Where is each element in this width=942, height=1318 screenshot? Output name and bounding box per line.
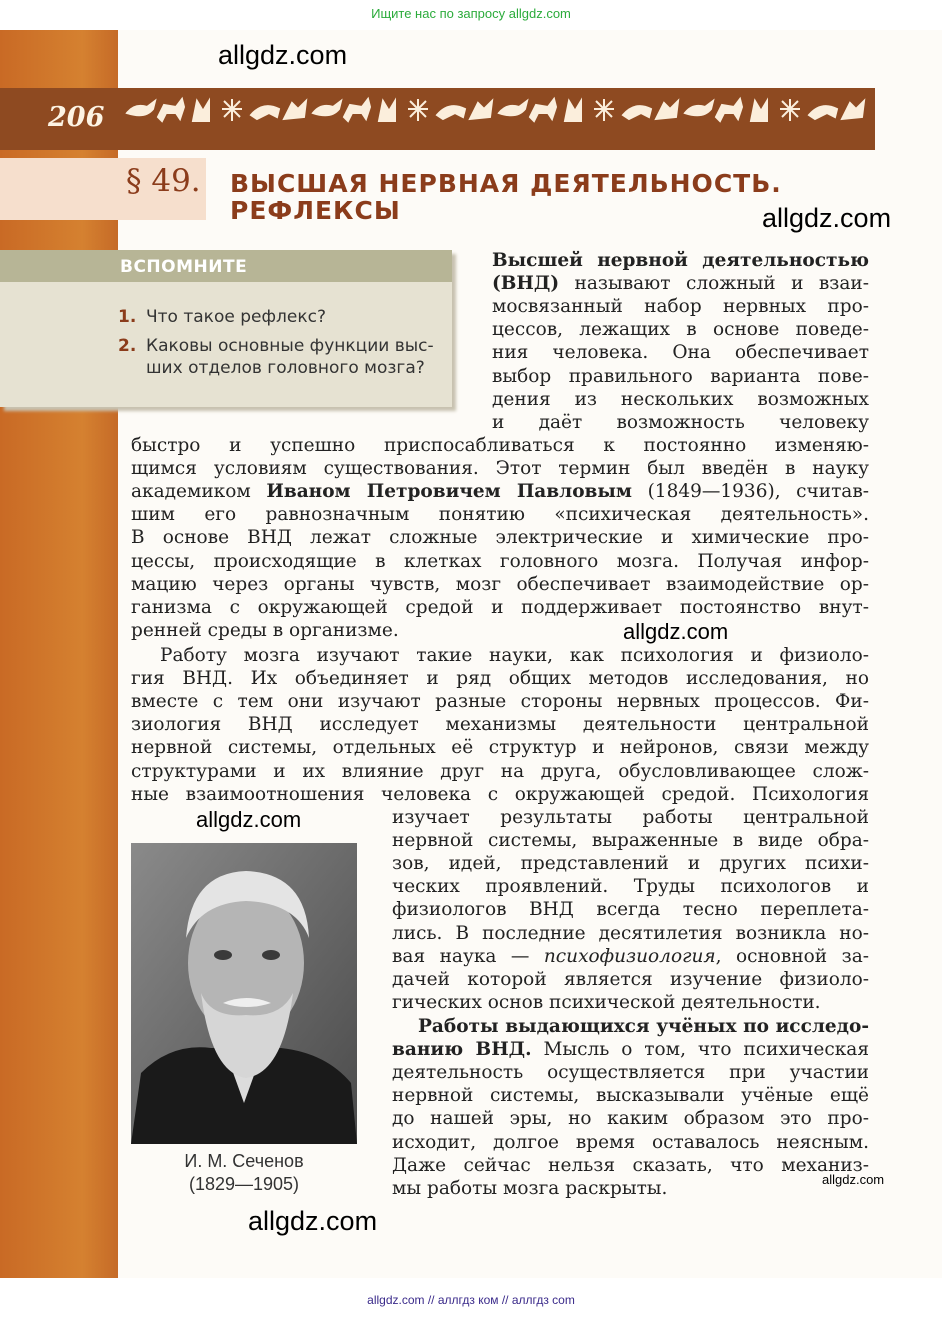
animal-silhouette-icon (499, 101, 527, 115)
text-line (492, 295, 869, 318)
text-line (392, 852, 869, 875)
question-text: Каковы основные функции выс- (146, 336, 434, 356)
text-line (392, 1107, 869, 1130)
animal-silhouette-icon (530, 99, 556, 121)
text-line (131, 760, 869, 783)
italic-term: психофизиология (543, 945, 716, 967)
text-line (392, 1061, 869, 1084)
text-run: дачей которой является изучение физиоло- (392, 968, 869, 990)
text-line (392, 922, 869, 945)
animal-silhouette-icon (656, 101, 678, 119)
animal-silhouette-icon (594, 99, 614, 121)
text-line (131, 503, 869, 526)
text-line (392, 1177, 869, 1200)
animal-silhouette-icon (623, 106, 651, 119)
portrait-photo-sechenov (131, 843, 357, 1144)
animal-silhouette-icon (344, 99, 370, 121)
text-line (392, 991, 869, 1014)
text-line (131, 783, 869, 806)
text-run: изучает результаты работы центральной (392, 807, 869, 828)
animal-silhouette-icon (158, 99, 184, 121)
text-line (392, 1084, 869, 1107)
animal-silhouette-icon (193, 101, 209, 121)
text-run: щимся условиям существования. Этот термин был введён в науку (131, 458, 869, 480)
text-run: гия ВНД. Их объединяет и ряд общих методов исследования, но (131, 668, 869, 690)
animal-silhouette-icon (284, 101, 306, 119)
text-line (131, 480, 869, 503)
text-run: мосвязанный набор нервных про- (492, 296, 869, 318)
text-run: ные взаимоотношения человека с окружающей средой. Психология (131, 783, 869, 805)
text-line (131, 667, 869, 690)
text-run: зов, идей, представлений и других психи- (392, 853, 869, 875)
text-line (392, 829, 869, 852)
animal-silhouette-icon (313, 101, 341, 115)
text-run: ренней среды в организме. (131, 619, 399, 641)
text-line (392, 1154, 869, 1177)
animal-silhouette-icon (716, 99, 742, 121)
watermark: allgdz.com (822, 1172, 885, 1187)
text-line (131, 457, 869, 480)
animal-silhouettes-decoration (125, 93, 870, 127)
text-line (392, 875, 869, 898)
text-run: ческих проявлений. Труды психологов и (392, 876, 869, 898)
text-run: нервной системы, выраженные в виде обра- (392, 830, 869, 852)
remember-label: ВСПОМНИТЕ (120, 257, 248, 277)
text-run: Работу мозга изучают такие науки, как психология и физиоло- (160, 645, 869, 666)
question-text: ших отделов головного мозга? (146, 358, 425, 378)
text-run: нервной системы, высказывали учёные ещё (392, 1085, 869, 1107)
text-line (131, 713, 869, 736)
watermark: allgdz.com (248, 1206, 378, 1236)
text-run: структурами и их влияние друг на друга, обусловливающее слож- (131, 760, 869, 782)
text-line (392, 945, 869, 968)
animal-silhouette-icon (437, 106, 465, 119)
text-line (492, 388, 869, 411)
animal-silhouette-icon (379, 101, 395, 121)
animal-silhouette-icon (470, 101, 492, 119)
text-line (418, 1015, 869, 1038)
bold-term: Иваном Петровичем Павловым (266, 481, 633, 503)
portrait-caption-years: (1829—1905) (188, 1174, 300, 1194)
text-run: дения из нескольких возможных (492, 388, 869, 410)
watermark: allgdz.com (196, 807, 302, 832)
top-search-note: Ищите нас по запросу allgdz.com (371, 6, 571, 21)
text-line (392, 968, 869, 991)
footer-links: allgdz.com // аллгдз ком // аллгдз com (367, 1293, 575, 1307)
text-run: шим его равнозначным понятию «психическая деятельность». (131, 504, 869, 526)
text-run: исходит, долгое время оставалось неясным. (392, 1131, 869, 1153)
section-title-line-1: ВЫСШАЯ НЕРВНАЯ ДЕЯТЕЛЬНОСТЬ. (230, 169, 782, 198)
text-run: В основе ВНД лежат сложные электрические и химические про- (131, 527, 869, 549)
text-run: до нашей эры, но каким образом это про- (392, 1108, 869, 1130)
animal-silhouette-icon (565, 101, 581, 121)
text-line (131, 434, 869, 457)
section-title-line-2: РЕФЛЕКСЫ (230, 196, 401, 225)
text-line (492, 365, 869, 388)
text-run: цессы, происходящие в клетках головного мозга. Получая инфор- (131, 550, 869, 572)
text-line (492, 411, 869, 434)
animal-silhouette-icon (127, 101, 155, 115)
animal-silhouette-icon (809, 106, 837, 119)
text-line (392, 1038, 869, 1061)
text-line (131, 526, 869, 549)
portrait-caption-name: И. М. Сеченов (184, 1151, 304, 1171)
text-run: ния человека. Она обеспечивает (492, 342, 869, 364)
watermark: allgdz.com (623, 619, 729, 644)
text-line (492, 318, 869, 341)
text-line (392, 1131, 869, 1154)
text-run: цессов, лежащих в основе поведе- (492, 319, 869, 341)
text-line (392, 806, 869, 829)
animal-silhouette-icon (685, 101, 713, 115)
animal-silhouette-icon (780, 99, 800, 121)
text-run: выбор правильного варианта пове- (492, 365, 869, 387)
text-line (392, 898, 869, 921)
text-line (131, 550, 869, 573)
text-run: вместе с тем они изучают разные стороны нервных процессов. Фи- (131, 691, 869, 713)
text-run: нервной системы, отдельных её структур и нейронов, связи между (131, 737, 869, 759)
text-line (160, 644, 869, 667)
text-run: физиологов ВНД всегда тесно переплета- (392, 899, 869, 921)
text-line (492, 341, 869, 364)
bold-term: Работы выдающихся учёных по исследо- (418, 1016, 869, 1037)
text-line (131, 690, 869, 713)
text-run: и даёт возможность человеку (492, 411, 869, 433)
text-line (492, 272, 869, 295)
text-run: Мысль о том, что психическая (531, 1039, 869, 1061)
text-run: мацию через органы чувств, мозг обеспечивает взаимодействие ор- (131, 573, 869, 595)
text-run: , основной за- (715, 945, 869, 967)
text-run: лись. В последние десятилетия возникла но- (392, 922, 869, 944)
bold-term: Высшей нервной деятельностью (492, 250, 869, 271)
remember-question-2 (118, 335, 448, 379)
remember-question-1 (118, 306, 448, 328)
text-line (492, 249, 869, 272)
animal-silhouette-icon (408, 99, 428, 121)
text-run: быстро и успешно приспосабливаться к постоянно изменяю- (131, 435, 869, 456)
text-line (131, 596, 869, 619)
text-run: деятельность осуществляется при участии (392, 1062, 869, 1084)
bold-term: (ВНД) (492, 273, 560, 295)
text-line (131, 619, 869, 642)
text-line (131, 573, 869, 596)
text-run: академиком (131, 481, 267, 503)
text-line (131, 736, 869, 759)
question-number: 1. (118, 307, 137, 327)
text-run: Даже сейчас нельзя сказать, что механиз- (392, 1154, 869, 1176)
text-run: вая наука — (392, 945, 544, 967)
text-run: мы работы мозга раскрыты. (392, 1177, 668, 1199)
text-run: называют сложный и взаи- (559, 273, 869, 295)
text-run: ганизма с окружающей средой и поддерживает постоянство внут- (131, 596, 869, 618)
watermark: allgdz.com (218, 40, 348, 70)
text-run: (1849—1936), считав- (632, 481, 870, 503)
animal-silhouette-icon (251, 106, 279, 119)
animal-silhouette-icon (222, 99, 242, 121)
animal-silhouette-icon (751, 101, 767, 121)
text-run: зиология ВНД исследует механизмы деятельности центральной (131, 714, 869, 736)
bold-term: ванию ВНД. (392, 1039, 532, 1061)
text-run: гических основ психической деятельности. (392, 991, 821, 1013)
watermark: allgdz.com (762, 203, 892, 233)
page-number: 206 (48, 102, 105, 133)
section-number: § 49. (126, 163, 201, 199)
question-number: 2. (118, 336, 137, 356)
animal-silhouette-icon (842, 101, 864, 119)
question-text: Что такое рефлекс? (146, 307, 326, 327)
